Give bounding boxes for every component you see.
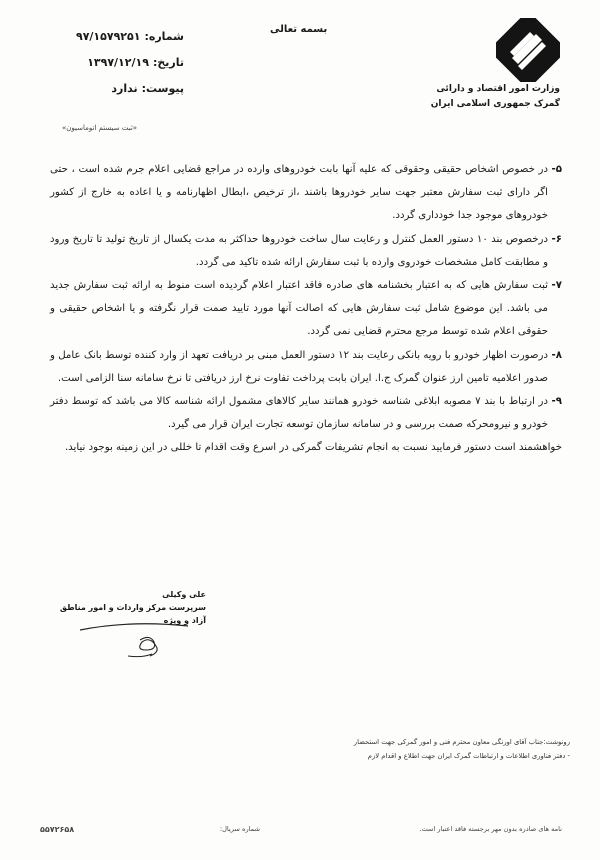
item-text: در خصوص اشخاص حقیقی وحقوقی که علیه آنها بابت خودروهای وارده در مراجع قضایی اعلام جرم شده است ، حتی اگر دارای ثبت سفارش معتبر جهت سایر خودروها باشند ،از ترخیص ،ابطال اظهارنامه و یا اعاده به خارج از کشور خودروهای موجود جدا خودداری گردد. xyxy=(50,164,548,222)
copy-line-2: - دفتر فناوری اطلاعات و ارتباطات گمرک ایران جهت اطلاع و اقدام لازم xyxy=(367,752,570,760)
item-text: ثبت سفارش هایی که به اعتبار بخشنامه های صادره فاقد اعتبار اعلام گردیده است منوط به ارائه ثبت سفارش جدید می باشد. این موضوع شامل ثبت سفارش هایی که اصالت آنها مورد تایید صمت قرار نگرفته و یا اشخاص حقیقی و حقوقی اعلام شده توسط مرجع محترم قضایی نمی گردد. xyxy=(50,280,548,338)
ministry-line-2: گمرک جمهوری اسلامی ایران xyxy=(430,99,560,109)
date-value: ۱۳۹۷/۱۲/۱۹ xyxy=(87,56,149,69)
attachment-label: پیوست: xyxy=(141,82,184,95)
date-row xyxy=(34,50,184,76)
ministry-name xyxy=(390,82,560,112)
item-number: ۸- xyxy=(551,349,562,361)
number-value: ۹۷/۱۵۷۹۲۵۱ xyxy=(75,30,141,43)
letter-body xyxy=(50,158,562,460)
item-number: ۶- xyxy=(551,233,562,245)
registry-note: «ثبت سیستم اتوماسیون» xyxy=(62,124,138,132)
handwritten-signature-icon xyxy=(70,618,200,668)
list-item xyxy=(50,344,562,390)
item-number: ۹- xyxy=(551,396,562,408)
footer-warning: نامه های صادره بدون مهر برجسته فاقد اعتبار است. xyxy=(419,825,562,833)
attachment-value: ندارد xyxy=(111,82,138,95)
attachment-row xyxy=(34,76,184,102)
item-text: درصورت اظهار خودرو با رویه بانکی رعایت بند ۱۲ دستور العمل مبنی بر دریافت تعهد از وارد کننده توسط بانک عامل و صدور اعلامیه تامین ارز عنوان گمرک ج.ا. ایران بابت پرداخت تفاوت نرخ ارز دریافتی تا نرخ سامانه سنا الزامی است. xyxy=(50,349,549,384)
list-item xyxy=(50,158,562,228)
item-number: ۵- xyxy=(551,164,562,175)
ministry-line-1: وزارت امور اقتصاد و دارائی xyxy=(436,84,560,94)
signer-title: سرپرست مرکز واردات و امور مناطق آزاد و ویژه xyxy=(59,603,206,625)
date-label: تاریخ: xyxy=(152,56,184,69)
copy-line-1: رونوشت:جناب آقای اورنگی معاون محترم فنی و امور گمرکی جهت استحضار xyxy=(353,738,570,746)
list-item xyxy=(50,274,562,344)
list-item xyxy=(50,390,562,436)
list-item xyxy=(50,228,562,274)
signer-name: علی وکیلی xyxy=(162,590,206,599)
item-text: درخصوص بند ۱۰ دستور العمل کنترل و رعایت سال ساخت خودروها حداکثر به مدت یکسال از تاریخ تولید تا تاریخ ورود و مطابقت کامل مشخصات خودروی وارده با ثبت سفارش ارائه شده تاکید می گردد. xyxy=(50,233,548,268)
footer-note xyxy=(330,825,562,833)
closing-request: خواهشمند است دستور فرمایید نسبت به انجام تشریفات گمرکی در اسرع وقت اقدام تا خللی در این زمینه بوجود نیاید. xyxy=(64,442,562,454)
bismillah-heading: بسمه تعالی xyxy=(270,24,328,35)
serial-label: شماره سریال: xyxy=(219,825,260,833)
number-row xyxy=(34,24,184,50)
serial-block xyxy=(40,825,260,834)
item-number: ۷- xyxy=(551,280,562,292)
customs-emblem-icon xyxy=(496,18,560,82)
number-label: شماره: xyxy=(144,30,184,43)
item-text: در ارتباط با بند ۷ مصوبه ابلاغی شناسه خودرو همانند سایر کالاهای مشمول ارائه شناسه کالا می باشد که توسط دفتر خودرو و نیرومحرکه صمت بررسی و در سامانه سازمان توسعه تجارت ایران قرار می گیرد. xyxy=(50,396,548,431)
letter-meta xyxy=(34,24,184,102)
serial-value: ۵۵۷۲۶۵۸ xyxy=(40,825,75,834)
copies-list xyxy=(120,735,570,763)
